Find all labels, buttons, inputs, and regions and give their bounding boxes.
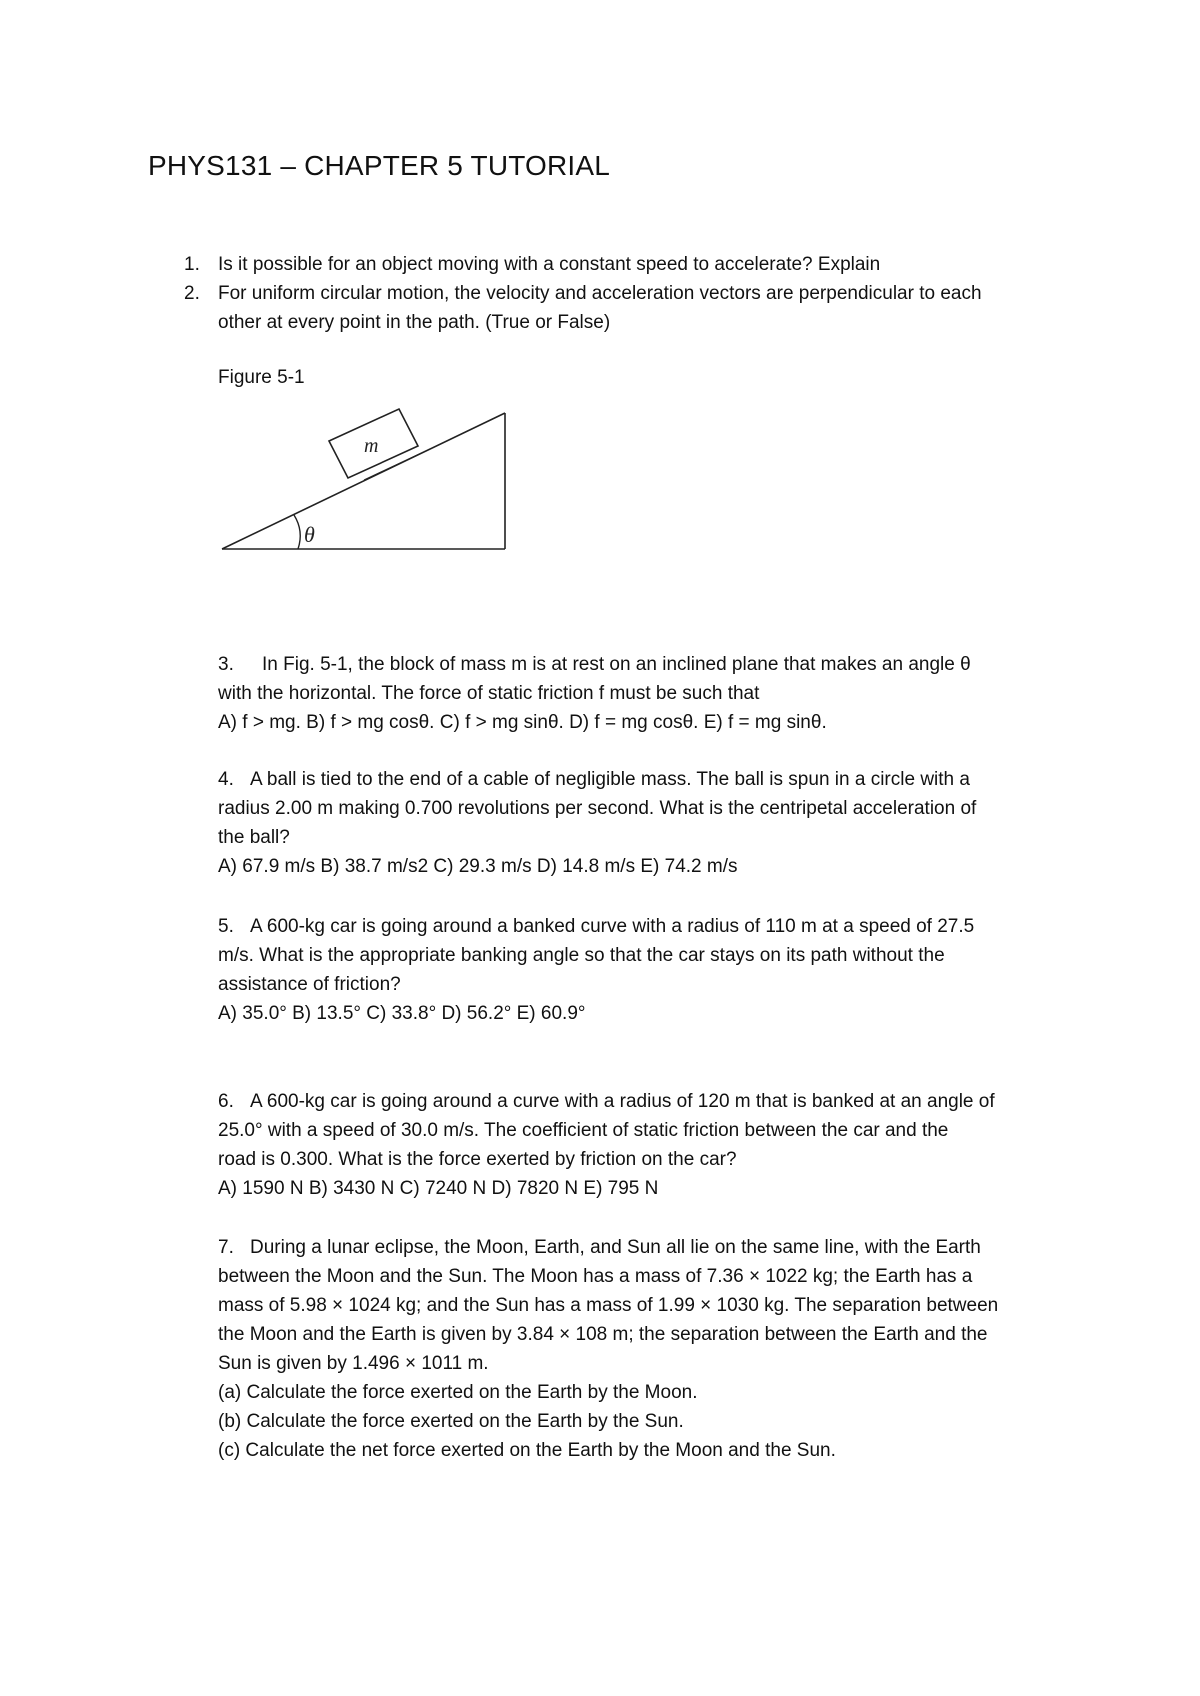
- question-7-text: [218, 1233, 998, 1465]
- question-2-text: [218, 279, 982, 337]
- question-7-line: During a lunar eclipse, the Moon, Earth, and Sun all lie on the same line, with the Earth: [250, 1237, 981, 1258]
- question-7-line: mass of 5.98 × 1024 kg; and the Sun has a mass of 1.99 × 1030 kg. The separation between: [218, 1295, 999, 1316]
- question-6-line: 25.0° with a speed of 30.0 m/s. The coefficient of static friction between the car and the: [218, 1120, 949, 1141]
- question-6-text: [218, 1087, 995, 1203]
- question-4-line: A ball is tied to the end of a cable of negligible mass. The ball is spun in a circle with a: [250, 769, 970, 790]
- question-5-line: assistance of friction?: [218, 974, 401, 995]
- question-6-number: 6.: [218, 1091, 234, 1112]
- question-4-line: radius 2.00 m making 0.700 revolutions per second. What is the centripetal acceleration of: [218, 798, 977, 819]
- mass-label: m: [364, 435, 379, 457]
- question-6-line: A 600-kg car is going around a curve with a radius of 120 m that is banked at an angle of: [250, 1091, 995, 1112]
- question-5-line: A 600-kg car is going around a banked curve with a radius of 110 m at a speed of 27.5: [250, 916, 975, 937]
- list-number-1: 1.: [184, 254, 200, 275]
- question-4-text: [218, 765, 976, 881]
- question-7-line: between the Moon and the Sun. The Moon has a mass of 7.36 × 1022 kg; the Earth has a: [218, 1266, 973, 1287]
- question-7-part-a: (a) Calculate the force exerted on the Earth by the Moon.: [218, 1382, 698, 1403]
- question-3-number: 3.: [218, 654, 234, 675]
- question-7-number: 7.: [218, 1237, 234, 1258]
- question-2-line: other at every point in the path. (True or False): [218, 312, 611, 333]
- question-3-line: with the horizontal. The force of static friction f must be such that: [218, 683, 760, 704]
- inclined-plane-figure: [218, 407, 518, 557]
- question-5-line: m/s. What is the appropriate banking angle so that the car stays on its path without the: [218, 945, 945, 966]
- question-3-choices: A) f > mg. B) f > mg cosθ. C) f > mg sinθ. D) f = mg cosθ. E) f = mg sinθ.: [218, 712, 827, 733]
- question-5-number: 5.: [218, 916, 234, 937]
- question-7-part-c: (c) Calculate the net force exerted on the Earth by the Moon and the Sun.: [218, 1440, 836, 1461]
- question-7-line: the Moon and the Earth is given by 3.84 × 108 m; the separation between the Earth and the: [218, 1324, 988, 1345]
- question-4-number: 4.: [218, 769, 234, 790]
- question-1-text: [218, 250, 880, 279]
- angle-arc: [294, 515, 300, 549]
- figure-label: Figure 5-1: [218, 367, 305, 388]
- question-4-choices: A) 67.9 m/s B) 38.7 m/s2 C) 29.3 m/s D) 14.8 m/s E) 74.2 m/s: [218, 856, 738, 877]
- question-3-line: In Fig. 5-1, the block of mass m is at rest on an inclined plane that makes an angle θ: [262, 654, 971, 675]
- question-5-choices: A) 35.0° B) 13.5° C) 33.8° D) 56.2° E) 60.9°: [218, 1003, 586, 1024]
- angle-theta-label: θ: [304, 522, 315, 547]
- question-3-text: [218, 650, 971, 737]
- question-7-line: Sun is given by 1.496 × 1011 m.: [218, 1353, 489, 1374]
- question-1-line: Is it possible for an object moving with a constant speed to accelerate? Explain: [218, 254, 881, 275]
- question-6-choices: A) 1590 N B) 3430 N C) 7240 N D) 7820 N E) 795 N: [218, 1178, 659, 1199]
- question-6-line: road is 0.300. What is the force exerted by friction on the car?: [218, 1149, 737, 1170]
- question-7-part-b: (b) Calculate the force exerted on the Earth by the Sun.: [218, 1411, 684, 1432]
- question-2-line: For uniform circular motion, the velocity and acceleration vectors are perpendicular to each: [218, 283, 982, 304]
- question-4-line: the ball?: [218, 827, 290, 848]
- page-title: PHYS131 – CHAPTER 5 TUTORIAL: [148, 150, 611, 181]
- list-number-2: 2.: [184, 283, 200, 304]
- question-5-text: [218, 912, 974, 1028]
